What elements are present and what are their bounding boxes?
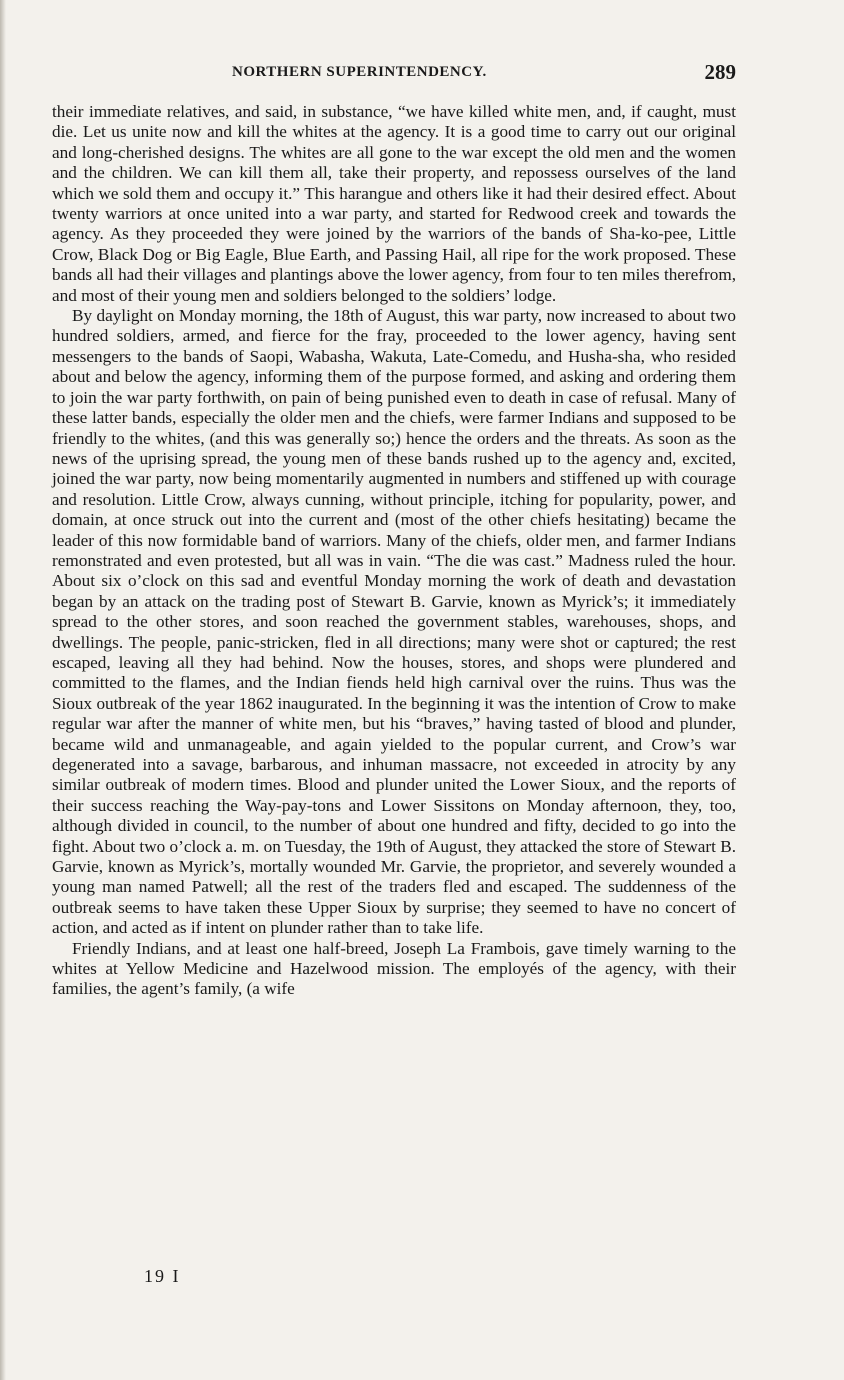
- running-head: NORTHERN SUPERINTENDENCY.: [232, 64, 487, 80]
- paragraph: their immediate relatives, and said, in substance, “we have killed white men, and, if caught, must die. Let us unite now and kill the whites at the agency. It is a good time to carry out our original and long-cherished designs. The whites are all gone to the war except the old men and the women and the children. We can kill them all, take their property, and repossess ourselves of the land which we sold them and occupy it.” This harangue and others like it had their desired effect. About twenty warriors at once united into a war party, and started for Redwood creek and towards the agency. As they proceeded they were joined by the warriors of the bands of Sha-ko-pee, Little Crow, Black Dog or Big Eagle, Blue Earth, and Passing Hail, all ripe for the work proposed. These bands all had their villages and plantings above the lower agency, from four to ten miles therefrom, and most of their young men and soldiers belonged to the soldiers’ lodge.: [52, 102, 736, 305]
- page-header: [52, 60, 736, 88]
- body-text: [52, 102, 736, 1000]
- page-edge-shadow: [0, 0, 6, 1380]
- signature-mark: 19 I: [144, 1266, 181, 1286]
- paragraph: By daylight on Monday morning, the 18th of August, this war party, now increased to about two hundred soldiers, armed, and fierce for the fray, proceeded to the lower agency, having sent messengers to the bands of Saopi, Wabasha, Wakuta, Late-Comedu, and Husha-sha, who resided about and below the agency, informing them of the purpose formed, and asking and ordering them to join the war party forthwith, on pain of being punished even to death in case of refusal. Many of these latter bands, especially the older men and the chiefs, were farmer Indians and supposed to be friendly to the whites, (and this was generally so;) hence the orders and the threats. As soon as the news of the uprising spread, the young men of these bands rushed up to the agency and, excited, joined the war party, now being momentarily augmented in numbers and stiffened up with courage and resolution. Little Crow, always cunning, without principle, itching for popularity, power, and domain, at once struck out into the current and (most of the other chiefs hesitating) became the leader of this now formidable band of warriors. Many of the chiefs, older men, and farmer Indians remonstrated and even protested, but all was in vain. “The die was cast.” Madness ruled the hour. About six o’clock on this sad and eventful Monday morning the work of death and devastation began by an attack on the trading post of Stewart B. Garvie, known as Myrick’s; it immediately spread to the other stores, and soon reached the government stables, warehouses, shops, and dwellings. The people, panic-stricken, fled in all directions; many were shot or captured; the rest escaped, leaving all they had behind. Now the houses, stores, and shops were plundered and committed to the flames, and the Indian fiends held high carnival over the ruins. Thus was the Sioux outbreak of the year 1862 inaugurated. In the beginning it was the intention of Crow to make regular war after the manner of white men, but his “braves,” having tasted of blood and plunder, became wild and unmanageable, and again yielded to the popular current, and Crow’s war degenerated into a savage, barbarous, and inhuman massacre, not exceeded in atrocity by any similar outbreak of modern times. Blood and plunder united the Lower Sioux, and the reports of their success reaching the Way-pay-tons and Lower Sissitons on Monday afternoon, they, too, although divided in council, to the number of about one hundred and fifty, decided to go into the fight. About two o’clock a. m. on Tuesday, the 19th of August, they attacked the store of Stewart B. Garvie, known as Myrick’s, mortally wounded Mr. Garvie, the proprietor, and severely wounded a young man named Patwell; all the rest of the traders fled and escaped. The suddenness of the outbreak seems to have taken these Upper Sioux by surprise; they seemed to have no concert of action, and acted as if intent on plunder rather than to take life.: [52, 306, 736, 938]
- page-number: 289: [704, 60, 736, 84]
- paragraph: Friendly Indians, and at least one half-breed, Joseph La Frambois, gave timely warning to the whites at Yellow Medicine and Hazelwood mission. The employés of the agency, with their families, the agent’s family, (a wife: [52, 938, 736, 999]
